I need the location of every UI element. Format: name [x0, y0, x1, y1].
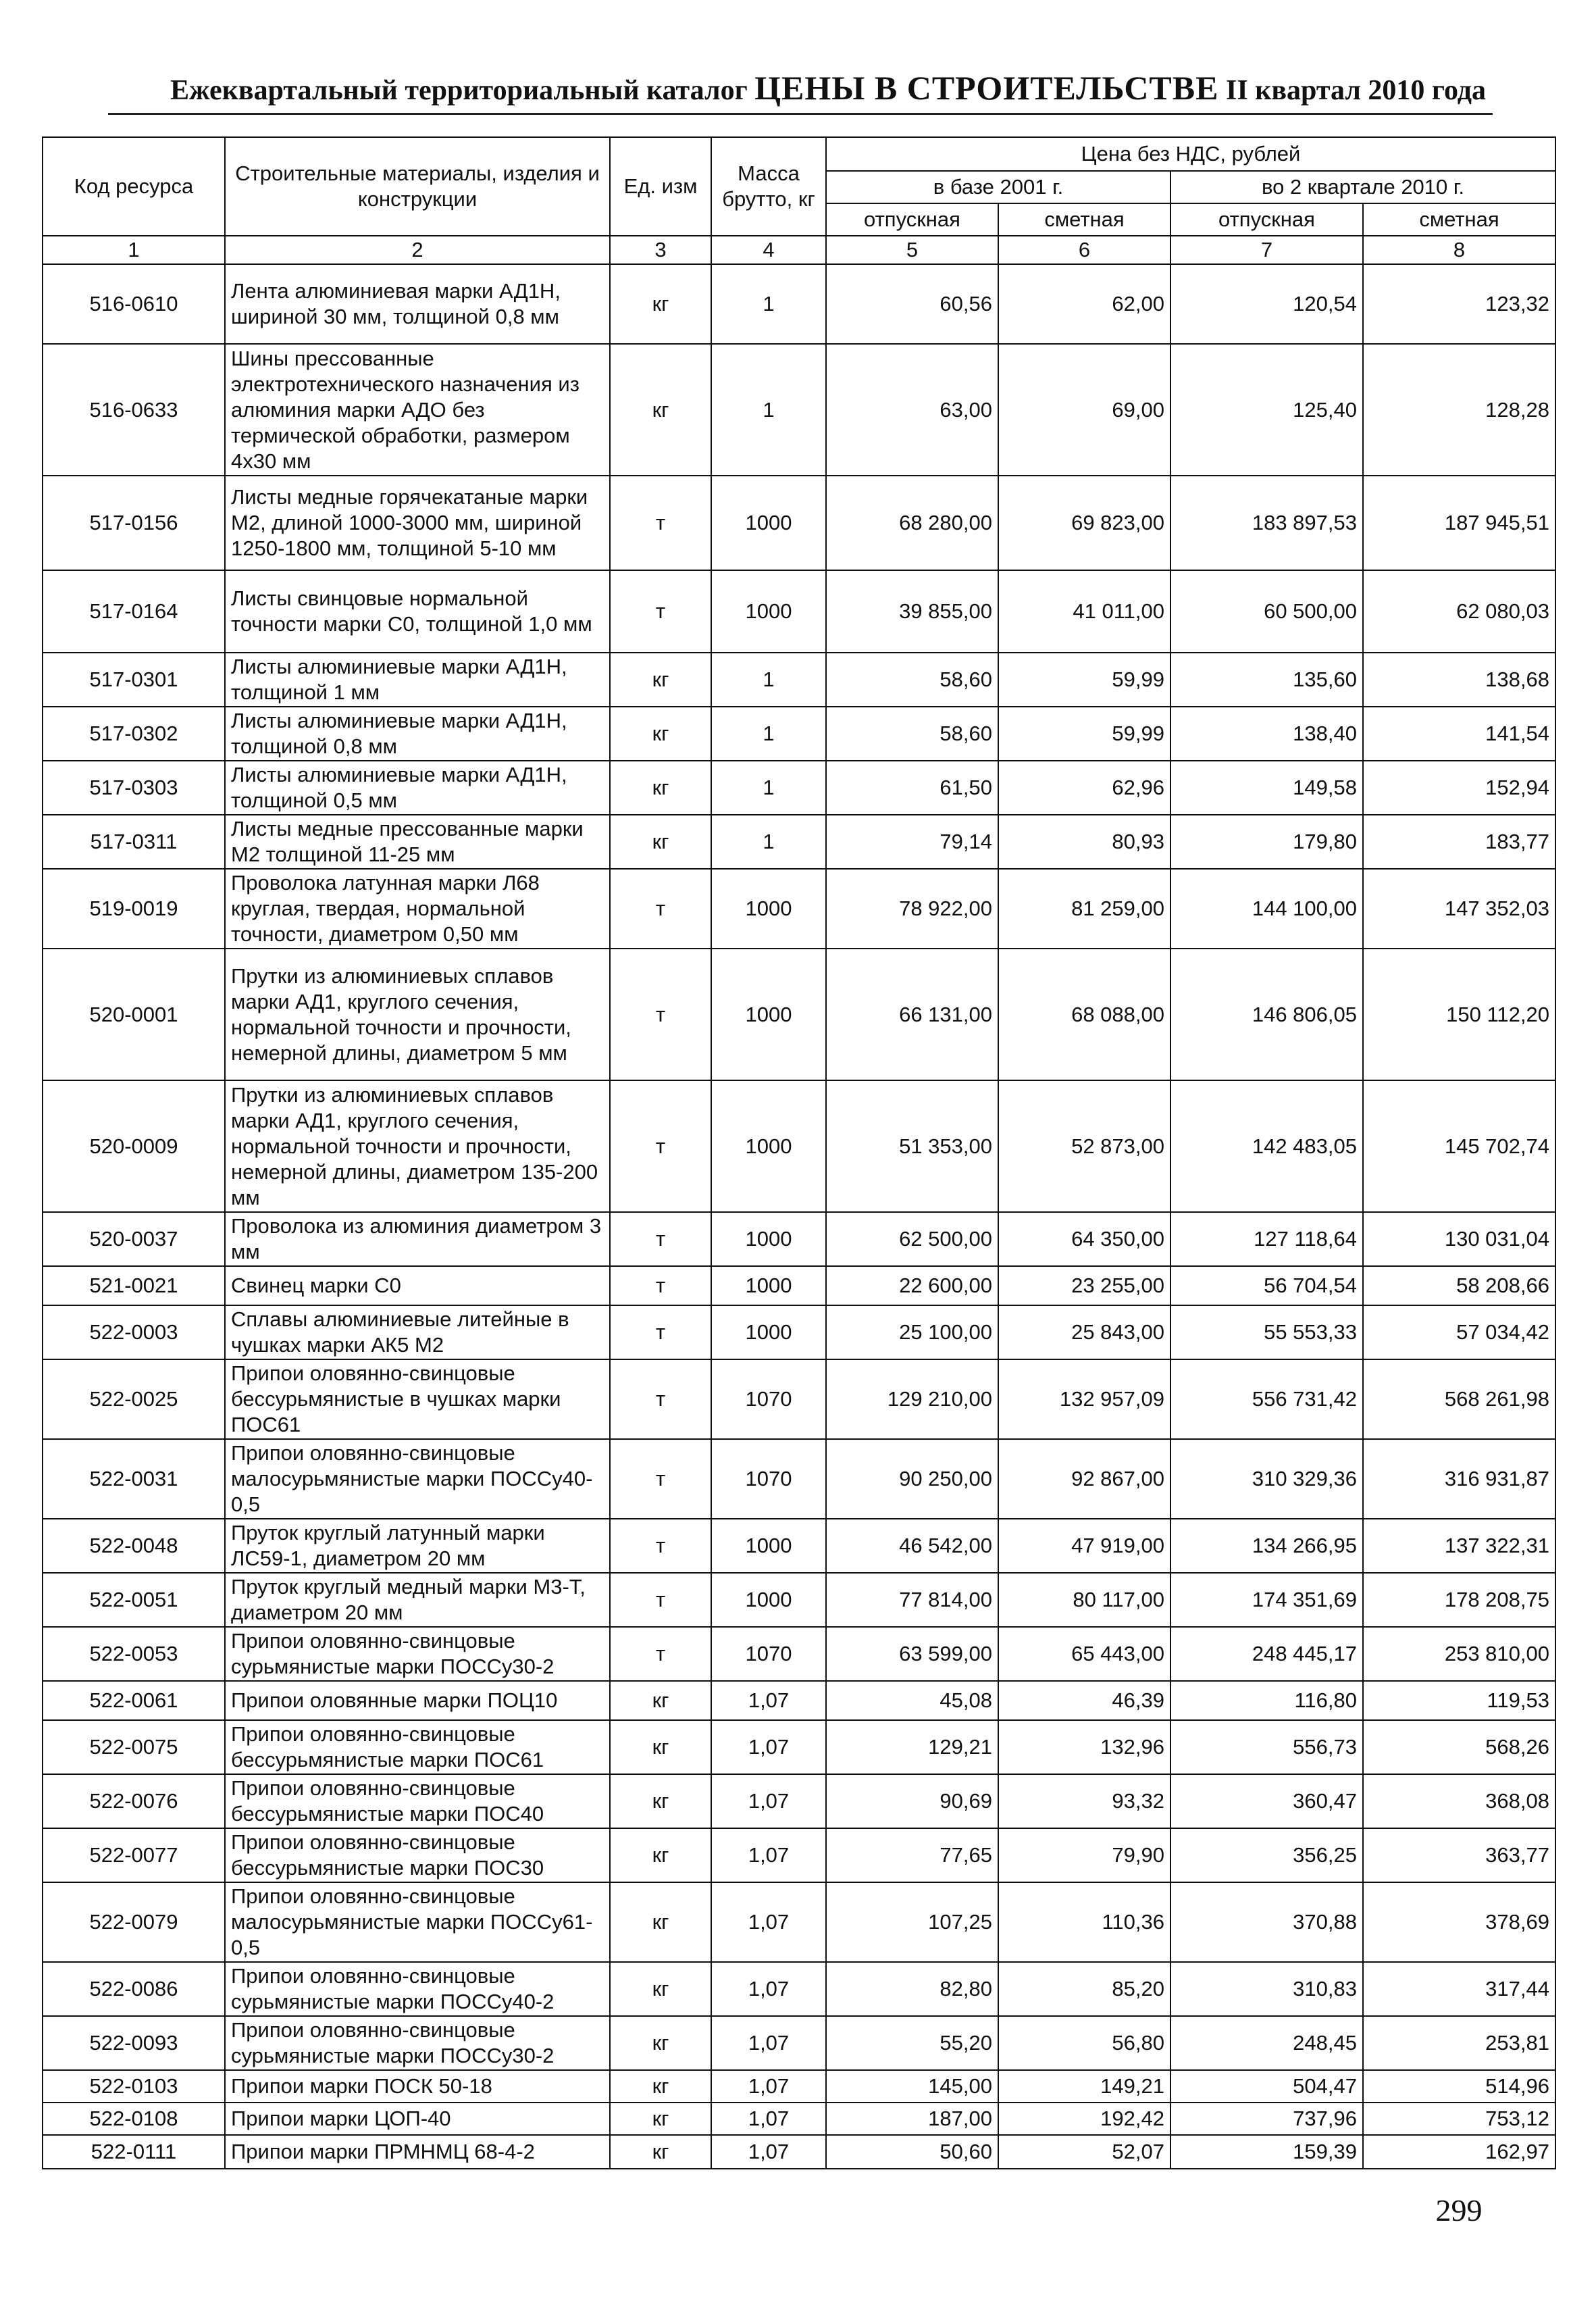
unit: кг — [610, 1681, 711, 1720]
gross-mass: 1000 — [711, 1305, 826, 1359]
unit: кг — [610, 264, 711, 344]
price-estimate-2001: 132 957,09 — [998, 1359, 1170, 1439]
price-estimate-2001: 23 255,00 — [998, 1266, 1170, 1305]
price-release-2001: 63,00 — [826, 344, 998, 476]
unit: кг — [610, 653, 711, 707]
price-release-2001: 51 353,00 — [826, 1080, 998, 1212]
material-name: Припои оловянно-свинцовые бессурьмянистые марки ПОС61 — [225, 1720, 610, 1774]
unit: кг — [610, 815, 711, 869]
resource-code: 516-0610 — [43, 264, 225, 344]
gross-mass: 1,07 — [711, 1720, 826, 1774]
price-release-2001: 58,60 — [826, 653, 998, 707]
table-row — [43, 2070, 1555, 2103]
material-name: Припои оловянно-свинцовые малосурьмянистые марки ПОССу40-0,5 — [225, 1439, 610, 1519]
col-header-release-2001: отпускная — [826, 203, 998, 236]
unit: кг — [610, 761, 711, 815]
price-estimate-2010: 178 208,75 — [1363, 1573, 1555, 1627]
table-row — [43, 1962, 1555, 2016]
resource-code: 522-0061 — [43, 1681, 225, 1720]
material-name: Проволока латунная марки Л68 круглая, твердая, нормальной точности, диаметром 0,50 мм — [225, 869, 610, 949]
resource-code: 522-0108 — [43, 2103, 225, 2135]
column-number: 3 — [610, 236, 711, 264]
gross-mass: 1,07 — [711, 2135, 826, 2169]
gross-mass: 1,07 — [711, 1828, 826, 1882]
material-name: Прутки из алюминиевых сплавов марки АД1, круглого сечения, нормальной точности и прочности, немерной длины, диаметром 135-200 мм — [225, 1080, 610, 1212]
price-release-2010: 60 500,00 — [1170, 570, 1363, 653]
resource-code: 521-0021 — [43, 1266, 225, 1305]
column-number: 5 — [826, 236, 998, 264]
col-header-code: Код ресурса — [43, 137, 225, 236]
table-row — [43, 1439, 1555, 1519]
price-release-2001: 145,00 — [826, 2070, 998, 2103]
gross-mass: 1070 — [711, 1359, 826, 1439]
unit: т — [610, 1212, 711, 1266]
price-release-2001: 82,80 — [826, 1962, 998, 2016]
price-release-2001: 61,50 — [826, 761, 998, 815]
price-release-2001: 25 100,00 — [826, 1305, 998, 1359]
resource-code: 520-0037 — [43, 1212, 225, 1266]
table-row — [43, 1720, 1555, 1774]
resource-code: 522-0048 — [43, 1519, 225, 1573]
price-release-2001: 129 210,00 — [826, 1359, 998, 1439]
gross-mass: 1 — [711, 815, 826, 869]
unit: т — [610, 1266, 711, 1305]
col-header-price-group: Цена без НДС, рублей — [826, 137, 1555, 171]
price-estimate-2010: 57 034,42 — [1363, 1305, 1555, 1359]
gross-mass: 1070 — [711, 1627, 826, 1681]
unit: т — [610, 1080, 711, 1212]
price-release-2001: 62 500,00 — [826, 1212, 998, 1266]
price-estimate-2010: 137 322,31 — [1363, 1519, 1555, 1573]
table-row — [43, 1627, 1555, 1681]
table-row — [43, 476, 1555, 570]
price-release-2010: 116,80 — [1170, 1681, 1363, 1720]
gross-mass: 1,07 — [711, 1962, 826, 2016]
material-name: Шины прессованные электротехнического назначения из алюминия марки АДО без термической обработки, размером 4х30 мм — [225, 344, 610, 476]
gross-mass: 1000 — [711, 949, 826, 1080]
price-release-2001: 90 250,00 — [826, 1439, 998, 1519]
price-estimate-2010: 141,54 — [1363, 707, 1555, 761]
price-estimate-2001: 68 088,00 — [998, 949, 1170, 1080]
resource-code: 517-0156 — [43, 476, 225, 570]
col-header-name: Строительные материалы, изделия и конструкции — [225, 137, 610, 236]
price-release-2010: 183 897,53 — [1170, 476, 1363, 570]
price-release-2010: 142 483,05 — [1170, 1080, 1363, 1212]
price-estimate-2010: 378,69 — [1363, 1882, 1555, 1962]
price-release-2010: 556,73 — [1170, 1720, 1363, 1774]
material-name: Припои оловянно-свинцовые сурьмянистые марки ПОССу30-2 — [225, 1627, 610, 1681]
column-number-row — [43, 236, 1555, 264]
price-estimate-2010: 62 080,03 — [1363, 570, 1555, 653]
gross-mass: 1000 — [711, 1573, 826, 1627]
price-estimate-2010: 119,53 — [1363, 1681, 1555, 1720]
price-estimate-2001: 62,96 — [998, 761, 1170, 815]
gross-mass: 1,07 — [711, 1681, 826, 1720]
price-estimate-2001: 59,99 — [998, 653, 1170, 707]
resource-code: 522-0025 — [43, 1359, 225, 1439]
resource-code: 522-0075 — [43, 1720, 225, 1774]
price-estimate-2001: 64 350,00 — [998, 1212, 1170, 1266]
price-release-2001: 39 855,00 — [826, 570, 998, 653]
price-estimate-2001: 79,90 — [998, 1828, 1170, 1882]
resource-code: 520-0001 — [43, 949, 225, 1080]
material-name: Лента алюминиевая марки АД1Н, шириной 30 мм, толщиной 0,8 мм — [225, 264, 610, 344]
resource-code: 522-0076 — [43, 1774, 225, 1828]
resource-code: 517-0311 — [43, 815, 225, 869]
price-estimate-2001: 81 259,00 — [998, 869, 1170, 949]
resource-code: 522-0077 — [43, 1828, 225, 1882]
table-row — [43, 1305, 1555, 1359]
table-row — [43, 761, 1555, 815]
price-estimate-2010: 253 810,00 — [1363, 1627, 1555, 1681]
material-name: Листы алюминиевые марки АД1Н, толщиной 0,8 мм — [225, 707, 610, 761]
price-release-2001: 77,65 — [826, 1828, 998, 1882]
price-release-2001: 50,60 — [826, 2135, 998, 2169]
unit: т — [610, 869, 711, 949]
price-release-2010: 737,96 — [1170, 2103, 1363, 2135]
material-name: Припои оловянно-свинцовые бессурьмянистые марки ПОС30 — [225, 1828, 610, 1882]
table-row — [43, 1080, 1555, 1212]
price-table-body — [43, 264, 1555, 2169]
column-number: 8 — [1363, 236, 1555, 264]
price-estimate-2001: 59,99 — [998, 707, 1170, 761]
unit: кг — [610, 2135, 711, 2169]
price-release-2001: 187,00 — [826, 2103, 998, 2135]
price-estimate-2010: 316 931,87 — [1363, 1439, 1555, 1519]
unit: кг — [610, 2103, 711, 2135]
gross-mass: 1000 — [711, 570, 826, 653]
unit: кг — [610, 1720, 711, 1774]
price-estimate-2001: 192,42 — [998, 2103, 1170, 2135]
col-header-estimate-2001: сметная — [998, 203, 1170, 236]
price-release-2010: 360,47 — [1170, 1774, 1363, 1828]
col-header-q2-2010: во 2 квартале 2010 г. — [1170, 171, 1555, 203]
table-row — [43, 869, 1555, 949]
price-estimate-2010: 145 702,74 — [1363, 1080, 1555, 1212]
price-estimate-2010: 128,28 — [1363, 344, 1555, 476]
price-release-2010: 310 329,36 — [1170, 1439, 1363, 1519]
col-header-base-2001: в базе 2001 г. — [826, 171, 1170, 203]
gross-mass: 1000 — [711, 1212, 826, 1266]
price-release-2010: 504,47 — [1170, 2070, 1363, 2103]
table-row — [43, 949, 1555, 1080]
gross-mass: 1 — [711, 264, 826, 344]
resource-code: 522-0103 — [43, 2070, 225, 2103]
price-estimate-2010: 568 261,98 — [1363, 1359, 1555, 1439]
price-estimate-2010: 368,08 — [1363, 1774, 1555, 1828]
gross-mass: 1000 — [711, 1080, 826, 1212]
price-release-2001: 63 599,00 — [826, 1627, 998, 1681]
material-name: Припои оловянно-свинцовые малосурьмянистые марки ПОССу61-0,5 — [225, 1882, 610, 1962]
unit: т — [610, 949, 711, 1080]
resource-code: 522-0111 — [43, 2135, 225, 2169]
column-number: 2 — [225, 236, 610, 264]
unit: т — [610, 1573, 711, 1627]
col-header-estimate-2010: сметная — [1363, 203, 1555, 236]
price-release-2010: 248,45 — [1170, 2016, 1363, 2070]
price-estimate-2010: 150 112,20 — [1363, 949, 1555, 1080]
price-release-2010: 146 806,05 — [1170, 949, 1363, 1080]
gross-mass: 1000 — [711, 1519, 826, 1573]
col-header-unit: Ед. изм — [610, 137, 711, 236]
price-estimate-2010: 253,81 — [1363, 2016, 1555, 2070]
price-release-2001: 60,56 — [826, 264, 998, 344]
price-estimate-2001: 93,32 — [998, 1774, 1170, 1828]
price-estimate-2001: 69,00 — [998, 344, 1170, 476]
table-row — [43, 815, 1555, 869]
price-release-2010: 127 118,64 — [1170, 1212, 1363, 1266]
price-release-2010: 149,58 — [1170, 761, 1363, 815]
price-estimate-2001: 149,21 — [998, 2070, 1170, 2103]
material-name: Листы свинцовые нормальной точности марки С0, толщиной 1,0 мм — [225, 570, 610, 653]
price-release-2010: 174 351,69 — [1170, 1573, 1363, 1627]
gross-mass: 1 — [711, 761, 826, 815]
price-release-2001: 107,25 — [826, 1882, 998, 1962]
price-estimate-2001: 92 867,00 — [998, 1439, 1170, 1519]
price-estimate-2001: 85,20 — [998, 1962, 1170, 2016]
resource-code: 522-0053 — [43, 1627, 225, 1681]
unit: т — [610, 570, 711, 653]
unit: кг — [610, 1882, 711, 1962]
price-release-2010: 310,83 — [1170, 1962, 1363, 2016]
price-release-2010: 556 731,42 — [1170, 1359, 1363, 1439]
unit: т — [610, 1305, 711, 1359]
catalog-name: ЦЕНЫ В СТРОИТЕЛЬСТВЕ — [754, 69, 1219, 107]
price-estimate-2010: 753,12 — [1363, 2103, 1555, 2135]
material-name: Прутки из алюминиевых сплавов марки АД1, круглого сечения, нормальной точности и прочности, немерной длины, диаметром 5 мм — [225, 949, 610, 1080]
material-name: Припои оловянно-свинцовые бессурьмянистые марки ПОС40 — [225, 1774, 610, 1828]
price-estimate-2010: 568,26 — [1363, 1720, 1555, 1774]
table-row — [43, 1882, 1555, 1962]
price-estimate-2001: 69 823,00 — [998, 476, 1170, 570]
price-estimate-2001: 56,80 — [998, 2016, 1170, 2070]
resource-code: 522-0086 — [43, 1962, 225, 2016]
unit: т — [610, 1519, 711, 1573]
unit: кг — [610, 344, 711, 476]
table-row — [43, 1519, 1555, 1573]
unit: т — [610, 1627, 711, 1681]
price-release-2001: 45,08 — [826, 1681, 998, 1720]
material-name: Листы медные горячекатаные марки М2, длиной 1000-3000 мм, шириной 1250-1800 мм, толщиной 5-10 мм — [225, 476, 610, 570]
price-estimate-2010: 363,77 — [1363, 1828, 1555, 1882]
col-header-release-2010: отпускная — [1170, 203, 1363, 236]
price-estimate-2001: 47 919,00 — [998, 1519, 1170, 1573]
unit: кг — [610, 2016, 711, 2070]
column-number: 4 — [711, 236, 826, 264]
price-estimate-2001: 25 843,00 — [998, 1305, 1170, 1359]
material-name: Припои марки ЦОП-40 — [225, 2103, 610, 2135]
material-name: Листы алюминиевые марки АД1Н, толщиной 0,5 мм — [225, 761, 610, 815]
price-estimate-2001: 52,07 — [998, 2135, 1170, 2169]
material-name: Припои марки ПРМНМЦ 68-4-2 — [225, 2135, 610, 2169]
price-estimate-2010: 183,77 — [1363, 815, 1555, 869]
price-release-2010: 356,25 — [1170, 1828, 1363, 1882]
price-release-2010: 56 704,54 — [1170, 1266, 1363, 1305]
gross-mass: 1,07 — [711, 2070, 826, 2103]
price-table — [42, 136, 1556, 2169]
price-release-2001: 77 814,00 — [826, 1573, 998, 1627]
material-name: Припои оловянно-свинцовые сурьмянистые марки ПОССу30-2 — [225, 2016, 610, 2070]
catalog-title: Ежеквартальный территориальный каталог — [170, 75, 748, 106]
column-number: 7 — [1170, 236, 1363, 264]
price-estimate-2010: 152,94 — [1363, 761, 1555, 815]
price-release-2001: 46 542,00 — [826, 1519, 998, 1573]
resource-code: 522-0079 — [43, 1882, 225, 1962]
price-release-2001: 55,20 — [826, 2016, 998, 2070]
price-estimate-2010: 514,96 — [1363, 2070, 1555, 2103]
price-release-2010: 134 266,95 — [1170, 1519, 1363, 1573]
price-release-2010: 138,40 — [1170, 707, 1363, 761]
resource-code: 522-0031 — [43, 1439, 225, 1519]
price-estimate-2001: 110,36 — [998, 1882, 1170, 1962]
unit: кг — [610, 1774, 711, 1828]
table-row — [43, 2016, 1555, 2070]
gross-mass: 1000 — [711, 476, 826, 570]
material-name: Пруток круглый латунный марки ЛС59-1, диаметром 20 мм — [225, 1519, 610, 1573]
page-number: 299 — [1435, 2193, 1483, 2228]
price-estimate-2001: 46,39 — [998, 1681, 1170, 1720]
resource-code: 522-0051 — [43, 1573, 225, 1627]
price-release-2010: 125,40 — [1170, 344, 1363, 476]
price-release-2010: 135,60 — [1170, 653, 1363, 707]
material-name: Припои оловянно-свинцовые бессурьмянистые в чушках марки ПОС61 — [225, 1359, 610, 1439]
table-row — [43, 1573, 1555, 1627]
table-row — [43, 344, 1555, 476]
table-row — [43, 1774, 1555, 1828]
unit: т — [610, 1439, 711, 1519]
material-name: Припои оловянно-свинцовые сурьмянистые марки ПОССу40-2 — [225, 1962, 610, 2016]
unit: кг — [610, 2070, 711, 2103]
price-estimate-2010: 317,44 — [1363, 1962, 1555, 2016]
table-row — [43, 1359, 1555, 1439]
gross-mass: 1,07 — [711, 1774, 826, 1828]
gross-mass: 1070 — [711, 1439, 826, 1519]
table-row — [43, 707, 1555, 761]
price-estimate-2001: 80 117,00 — [998, 1573, 1170, 1627]
gross-mass: 1 — [711, 344, 826, 476]
price-release-2001: 68 280,00 — [826, 476, 998, 570]
material-name: Припои оловянные марки ПОЦ10 — [225, 1681, 610, 1720]
unit: т — [610, 1359, 711, 1439]
table-row — [43, 570, 1555, 653]
gross-mass: 1,07 — [711, 1882, 826, 1962]
table-row — [43, 1212, 1555, 1266]
resource-code: 517-0164 — [43, 570, 225, 653]
price-release-2010: 370,88 — [1170, 1882, 1363, 1962]
material-name: Свинец марки С0 — [225, 1266, 610, 1305]
price-release-2010: 55 553,33 — [1170, 1305, 1363, 1359]
table-row — [43, 1266, 1555, 1305]
price-release-2001: 58,60 — [826, 707, 998, 761]
material-name: Припои марки ПОСК 50-18 — [225, 2070, 610, 2103]
table-row — [43, 1828, 1555, 1882]
price-release-2001: 66 131,00 — [826, 949, 998, 1080]
price-estimate-2010: 138,68 — [1363, 653, 1555, 707]
price-estimate-2010: 162,97 — [1363, 2135, 1555, 2169]
unit: кг — [610, 707, 711, 761]
page-header — [108, 68, 1493, 115]
resource-code: 522-0093 — [43, 2016, 225, 2070]
gross-mass: 1,07 — [711, 2016, 826, 2070]
resource-code: 522-0003 — [43, 1305, 225, 1359]
price-estimate-2001: 41 011,00 — [998, 570, 1170, 653]
resource-code: 517-0303 — [43, 761, 225, 815]
unit: кг — [610, 1962, 711, 2016]
material-name: Листы медные прессованные марки М2 толщиной 11-25 мм — [225, 815, 610, 869]
resource-code: 519-0019 — [43, 869, 225, 949]
unit: кг — [610, 1828, 711, 1882]
table-row — [43, 653, 1555, 707]
material-name: Сплавы алюминиевые литейные в чушках марки АК5 М2 — [225, 1305, 610, 1359]
resource-code: 517-0302 — [43, 707, 225, 761]
table-row — [43, 1681, 1555, 1720]
price-estimate-2001: 132,96 — [998, 1720, 1170, 1774]
price-estimate-2010: 187 945,51 — [1363, 476, 1555, 570]
material-name: Проволока из алюминия диаметром 3 мм — [225, 1212, 610, 1266]
catalog-period: II квартал 2010 года — [1225, 75, 1486, 106]
price-estimate-2001: 65 443,00 — [998, 1627, 1170, 1681]
price-release-2010: 144 100,00 — [1170, 869, 1363, 949]
price-estimate-2001: 62,00 — [998, 264, 1170, 344]
price-release-2010: 120,54 — [1170, 264, 1363, 344]
gross-mass: 1 — [711, 707, 826, 761]
gross-mass: 1000 — [711, 869, 826, 949]
resource-code: 517-0301 — [43, 653, 225, 707]
resource-code: 520-0009 — [43, 1080, 225, 1212]
price-release-2001: 78 922,00 — [826, 869, 998, 949]
price-release-2010: 159,39 — [1170, 2135, 1363, 2169]
column-number: 1 — [43, 236, 225, 264]
price-release-2001: 129,21 — [826, 1720, 998, 1774]
price-release-2010: 248 445,17 — [1170, 1627, 1363, 1681]
price-release-2001: 22 600,00 — [826, 1266, 998, 1305]
price-estimate-2010: 130 031,04 — [1363, 1212, 1555, 1266]
price-estimate-2010: 147 352,03 — [1363, 869, 1555, 949]
gross-mass: 1,07 — [711, 2103, 826, 2135]
gross-mass: 1000 — [711, 1266, 826, 1305]
gross-mass: 1 — [711, 653, 826, 707]
unit: т — [610, 476, 711, 570]
table-row — [43, 2135, 1555, 2169]
material-name: Листы алюминиевые марки АД1Н, толщиной 1 мм — [225, 653, 610, 707]
material-name: Пруток круглый медный марки М3-Т, диаметром 20 мм — [225, 1573, 610, 1627]
price-release-2001: 79,14 — [826, 815, 998, 869]
column-number: 6 — [998, 236, 1170, 264]
price-estimate-2001: 52 873,00 — [998, 1080, 1170, 1212]
price-release-2010: 179,80 — [1170, 815, 1363, 869]
resource-code: 516-0633 — [43, 344, 225, 476]
table-row — [43, 264, 1555, 344]
table-row — [43, 2103, 1555, 2135]
price-estimate-2001: 80,93 — [998, 815, 1170, 869]
price-release-2001: 90,69 — [826, 1774, 998, 1828]
price-estimate-2010: 123,32 — [1363, 264, 1555, 344]
col-header-mass: Масса брутто, кг — [711, 137, 826, 236]
price-estimate-2010: 58 208,66 — [1363, 1266, 1555, 1305]
